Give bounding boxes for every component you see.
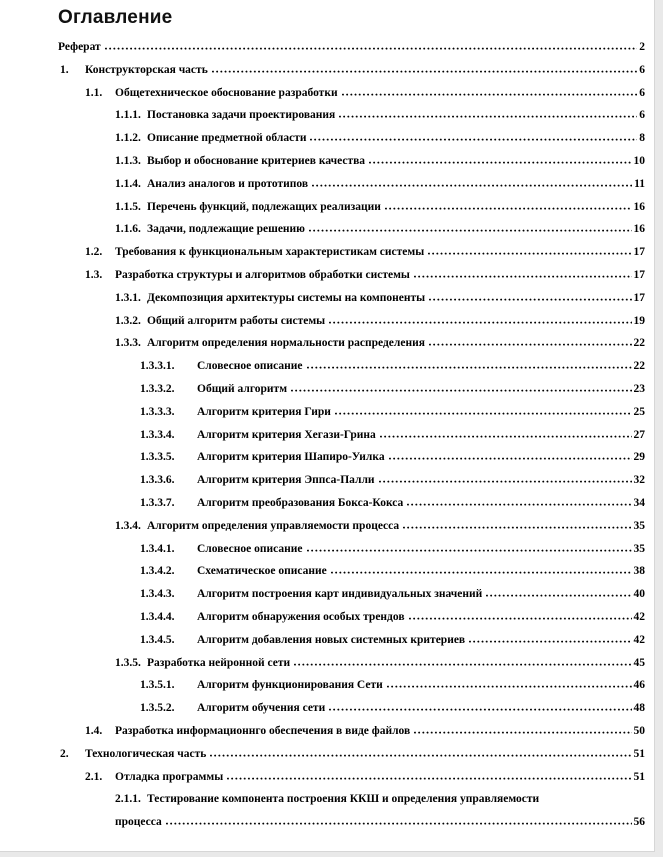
toc-entry-label: Схематическое описание <box>197 565 327 578</box>
toc-entry-page: 32 <box>633 474 645 487</box>
dot-leader <box>369 161 631 164</box>
toc-entry-page: 16 <box>633 223 645 236</box>
dot-leader <box>403 526 631 529</box>
toc-entry[interactable] <box>115 310 645 333</box>
toc-entry-page: 38 <box>633 565 645 578</box>
toc-entry-page: 17 <box>633 268 645 281</box>
toc-entry-number: 1.3.4. <box>115 519 141 532</box>
dot-leader <box>329 321 631 324</box>
toc-entry-number: 1.1.6. <box>115 223 141 236</box>
toc-entry-number: 1.3.1. <box>115 291 141 304</box>
toc-entry-number: 1.3. <box>85 268 103 281</box>
toc-entry-label: Конструкторская часть <box>85 63 208 76</box>
toc-entry-number: 1.1.5. <box>115 200 141 213</box>
toc-entry[interactable] <box>85 241 645 264</box>
toc-entry-number: 1.2. <box>85 246 103 259</box>
toc-entry-page: 56 <box>633 816 645 829</box>
toc-entry-label: Выбор и обоснование критериев качества <box>147 154 366 167</box>
toc-entry-label: Разработка структуры и алгоритмов обработки системы <box>115 268 410 281</box>
toc-entry[interactable] <box>115 788 645 834</box>
toc-entry-number: 1.1.3. <box>115 154 141 167</box>
dot-leader <box>227 777 631 780</box>
dot-leader <box>414 275 632 278</box>
toc-entry-label: Анализ аналогов и прототипов <box>147 177 309 190</box>
toc-entry-page: 25 <box>633 405 645 418</box>
toc-entry[interactable] <box>60 59 645 82</box>
toc-entry-page: 8 <box>639 132 645 145</box>
dot-leader <box>329 708 631 711</box>
toc-entry-page: 46 <box>633 679 645 692</box>
toc-entry-label: Постановка задачи проектирования <box>147 109 336 122</box>
toc-entry-number: 1.3.3.2. <box>140 382 175 395</box>
toc-entry[interactable] <box>140 378 645 401</box>
toc-entry[interactable] <box>115 652 645 675</box>
toc-entry[interactable] <box>140 469 645 492</box>
dot-leader <box>486 594 631 597</box>
toc-entry-page: 35 <box>633 519 645 532</box>
dot-leader <box>379 480 632 483</box>
toc-entry[interactable] <box>140 697 645 720</box>
toc-entry-label: Алгоритм критерия Эппса-Палли <box>197 474 375 487</box>
toc-entry-label: Алгоритм критерия Гири <box>197 405 331 418</box>
toc-entry[interactable] <box>140 583 645 606</box>
toc-entry-number: 1.3.3. <box>115 337 141 350</box>
toc-entry-label: Алгоритм критерия Шапиро-Уилка <box>197 451 385 464</box>
dot-leader <box>307 549 632 552</box>
dot-leader <box>429 298 631 301</box>
dot-leader <box>414 731 631 734</box>
toc-entry-number: 1.3.3.1. <box>140 360 175 373</box>
toc-entry-number: 1.1. <box>85 86 103 99</box>
toc-entry-number: 1.3.3.5. <box>140 451 175 464</box>
toc-entry[interactable] <box>60 743 645 766</box>
toc-entry-label: Общетехническое обоснование разработки <box>115 86 338 99</box>
dot-leader <box>166 822 632 825</box>
toc-entry[interactable] <box>85 766 645 789</box>
toc-entry-label: Общий алгоритм <box>197 382 288 395</box>
toc-entry[interactable] <box>140 560 645 583</box>
toc-entry[interactable] <box>115 104 645 127</box>
toc-entry[interactable] <box>140 446 645 469</box>
toc-entry-label: Разработка информационнго обеспечения в виде файлов <box>115 724 411 737</box>
dot-leader <box>342 93 638 96</box>
dot-leader <box>339 115 637 118</box>
toc-entry-label: Алгоритм определения нормальности распределения <box>147 337 425 350</box>
toc-entry[interactable] <box>115 287 645 310</box>
toc-entry-line1 <box>115 788 645 811</box>
toc-entry-page: 17 <box>633 246 645 259</box>
toc-entry-page: 16 <box>633 200 645 213</box>
toc-entry[interactable] <box>115 127 645 150</box>
dot-leader <box>307 366 632 369</box>
toc-entry-page: 51 <box>633 747 645 760</box>
toc-entry-label: Требования к функциональным характеристикам системы <box>115 246 425 259</box>
toc-entry-label: Алгоритм критерия Хегази-Грина <box>197 428 376 441</box>
dot-leader <box>389 457 632 460</box>
toc-entry-label-continued: процесса <box>115 816 162 829</box>
toc-entry-label: Технологическая часть <box>85 747 207 760</box>
toc-entry-page: 22 <box>633 360 645 373</box>
toc-entry[interactable] <box>140 401 645 424</box>
toc-entry[interactable] <box>115 196 645 219</box>
toc-entry-line2 <box>115 811 645 834</box>
toc-entry-page: 48 <box>633 702 645 715</box>
toc-entry-number: 1.3.3.4. <box>140 428 175 441</box>
toc-entry[interactable] <box>140 629 645 652</box>
toc-entry-number: 1.3.5. <box>115 656 141 669</box>
dot-leader <box>385 207 632 210</box>
toc-list <box>58 36 645 834</box>
toc-entry-page: 22 <box>633 337 645 350</box>
toc-entry-page: 50 <box>633 724 645 737</box>
toc-entry[interactable] <box>140 606 645 629</box>
toc-entry-number: 2. <box>60 747 69 760</box>
toc-entry-page: 19 <box>633 314 645 327</box>
dot-leader <box>429 343 632 346</box>
toc-entry-label: Алгоритм обучения сети <box>197 702 326 715</box>
dot-leader <box>310 138 637 141</box>
toc-entry-label: Задачи, подлежащие решению <box>147 223 305 236</box>
toc-entry-number: 1.3.3.7. <box>140 496 175 509</box>
toc-entry-page: 6 <box>639 63 645 76</box>
toc-entry[interactable] <box>115 150 645 173</box>
toc-entry-page: 45 <box>633 656 645 669</box>
toc-entry-page: 2 <box>639 41 645 53</box>
toc-entry-number: 1.3.5.2. <box>140 702 175 715</box>
toc-entry-label: Словесное описание <box>197 360 303 373</box>
toc-entry-label: Алгоритм обнаружения особых трендов <box>197 610 405 623</box>
toc-entry-number: 1.3.4.2. <box>140 565 175 578</box>
toc-entry-label: Алгоритм функционирования Сети <box>197 679 383 692</box>
toc-entry-number: 2.1. <box>85 770 103 783</box>
toc-entry-page: 29 <box>633 451 645 464</box>
toc-entry-page: 40 <box>633 588 645 601</box>
toc-entry-label: Описание предметной области <box>147 132 307 145</box>
toc-entry-label: Отладка программы <box>115 770 224 783</box>
dot-leader <box>291 389 631 392</box>
toc-entry[interactable] <box>140 492 645 515</box>
toc-entry[interactable] <box>58 36 645 59</box>
toc-entry[interactable] <box>85 82 645 105</box>
toc-entry-label: Декомпозиция архитектуры системы на компоненты <box>147 291 426 304</box>
toc-entry-page: 42 <box>633 633 645 646</box>
toc-entry-page: 35 <box>633 542 645 555</box>
toc-entry-number: 1.1.2. <box>115 132 141 145</box>
toc-entry-page: 42 <box>633 610 645 623</box>
toc-entry-label: Алгоритм построения карт индивидуальных значений <box>197 588 483 601</box>
dot-leader <box>335 412 632 415</box>
dot-leader <box>380 435 632 438</box>
toc-entry-page: 23 <box>633 382 645 395</box>
toc-entry-page: 17 <box>633 291 645 304</box>
toc-entry-label: Алгоритм преобразования Бокса-Кокса <box>197 496 404 509</box>
toc-entry-label: Словесное описание <box>197 542 303 555</box>
toc-entry-number: 1.4. <box>85 724 103 737</box>
toc-entry[interactable] <box>115 173 645 196</box>
toc-entry[interactable] <box>85 264 645 287</box>
dot-leader <box>428 252 631 255</box>
toc-entry-number: 2.1.1. <box>115 793 141 806</box>
toc-entry[interactable] <box>115 515 645 538</box>
dot-leader <box>210 754 631 757</box>
toc-entry-page: 10 <box>633 154 645 167</box>
toc-entry-number: 1.3.4.4. <box>140 610 175 623</box>
toc-entry-page: 11 <box>634 177 645 190</box>
dot-leader <box>387 685 632 688</box>
toc-entry[interactable] <box>140 355 645 378</box>
page-title: Оглавление <box>58 7 173 28</box>
toc-entry-label: Алгоритм определения управляемости процесса <box>147 519 400 532</box>
dot-leader <box>407 503 631 506</box>
dot-leader <box>331 571 632 574</box>
toc-entry-number: 1. <box>60 63 69 76</box>
toc-entry[interactable] <box>115 218 645 241</box>
toc-entry-label: Общий алгоритм работы системы <box>147 314 326 327</box>
toc-entry-number: 1.3.2. <box>115 314 141 327</box>
toc-entry-page: 6 <box>639 109 645 122</box>
toc-entry[interactable] <box>140 538 645 561</box>
dot-leader <box>105 47 638 50</box>
toc-entry-label: Тестирование компонента построения ККШ и определения управляемости <box>147 793 540 806</box>
toc-entry-page: 6 <box>639 86 645 99</box>
toc-entry-label: Разработка нейронной сети <box>147 656 291 669</box>
dot-leader <box>212 70 637 73</box>
toc-entry[interactable] <box>140 674 645 697</box>
toc-entry-page: 51 <box>633 770 645 783</box>
toc-entry-label: Реферат <box>58 41 101 53</box>
toc-entry-number: 1.3.4.1. <box>140 542 175 555</box>
dot-leader <box>309 229 632 232</box>
dot-leader <box>312 184 632 187</box>
dot-leader <box>294 663 631 666</box>
toc-entry-page: 34 <box>633 496 645 509</box>
toc-entry-number: 1.3.4.5. <box>140 633 175 646</box>
toc-entry[interactable] <box>115 332 645 355</box>
toc-entry-number: 1.3.3.6. <box>140 474 175 487</box>
toc-entry[interactable] <box>140 424 645 447</box>
toc-entry-label: Перечень функций, подлежащих реализации <box>147 200 381 213</box>
toc-entry-number: 1.1.1. <box>115 109 141 122</box>
dot-leader <box>409 617 632 620</box>
toc-entry-label: Алгоритм добавления новых системных критериев <box>197 633 466 646</box>
toc-entry-page: 27 <box>633 428 645 441</box>
dot-leader <box>469 640 631 643</box>
toc-entry-number: 1.3.3.3. <box>140 405 175 418</box>
toc-entry[interactable] <box>85 720 645 743</box>
toc-entry-number: 1.3.5.1. <box>140 679 175 692</box>
toc-entry-number: 1.1.4. <box>115 177 141 190</box>
toc-entry-number: 1.3.4.3. <box>140 588 175 601</box>
